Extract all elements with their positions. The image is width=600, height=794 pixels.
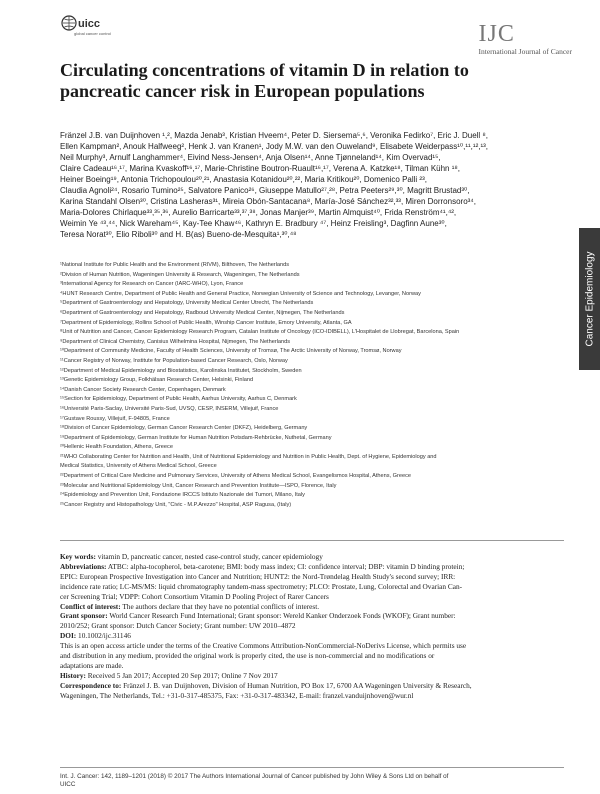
affiliation-item: ⁴HUNT Research Centre, Department of Public Health and General Practice, Norwegian University of Science and Technology, Levanger, Norway	[60, 290, 421, 297]
metadata-label: Grant sponsor:	[60, 611, 108, 621]
logo-brand: uicc	[78, 18, 101, 30]
metadata-text: Fränzel J. B. van Duijnhoven, Division of Human Nutrition, PO Box 17, 6700 AA Wageningen University & Research,	[121, 680, 472, 690]
metadata-line	[60, 611, 565, 621]
metadata-label: Abbreviations:	[60, 561, 107, 571]
metadata-line	[60, 621, 565, 631]
author-line: Maria-Dolores Chirlaque³³,³⁵,³⁶, Aurelio Barricarte³³,³⁷,³⁸, Jonas Manjer³⁹, Martin Almquist⁴⁰, Frida Renström⁴¹,⁴²,	[60, 208, 457, 217]
affiliation-item: ⁹Department of Clinical Chemistry, Canisius Wilhelmina Hospital, Nijmegen, The Netherlands	[60, 338, 291, 345]
author-line: Heiner Boeing¹⁹, Antonia Trichopoulou²⁰,²¹, Anastasia Kotanidou²⁰,²², Maria Kritikou²⁰, Domenico Palli ²³,	[60, 175, 427, 184]
affiliation-item: ⁸Unit of Nutrition and Cancer, Cancer Epidemiology Research Program, Catalan Institute of Oncology (ICO-IDIBELL), L'Hospitalet de Llobregat, Barcelona, Spain	[60, 329, 460, 336]
uicc-logo	[60, 13, 112, 39]
metadata-line	[60, 562, 565, 572]
metadata-text: 10.1002/ijc.31146	[76, 631, 131, 641]
affiliation-item: ²Division of Human Nutrition, Wageningen University & Research, Wageningen, The Netherlands	[60, 271, 300, 278]
affiliation-list	[60, 261, 565, 510]
affiliation-item: ²⁰Hellenic Health Foundation, Athens, Greece	[60, 444, 173, 451]
article-metadata	[60, 552, 565, 701]
metadata-text: Received 5 Jan 2017; Accepted 20 Sep 2017; Online 7 Nov 2017	[85, 670, 278, 680]
author-line: Claudia Agnoli²⁴, Rosario Tumino²⁵, Salvatore Panico²⁶, Giuseppe Matullo²⁷,²⁸, Petra Peeters²⁹,³⁰, Magritt Brustad³⁰,	[60, 186, 470, 195]
author-line: Fränzel J.B. van Duijnhoven ¹,², Mazda Jenab³, Kristian Hveem⁴, Peter D. Siersema⁵,⁶, Veronika Fedirko⁷, Eric J. Duell ⁸,	[60, 131, 489, 140]
metadata-text: cer Screening Trial; VDPP: Cohort Consortium Vitamin D Pooling Project of Rarer Cancers	[60, 591, 329, 601]
author-line: Ellen Kampman², Anouk Halfweeg², Henk J. van Kranen¹, Jody M.W. van den Ouweland⁹, Elisabete Weiderpass¹⁰,¹¹,¹²,¹³,	[60, 142, 488, 151]
affiliation-item: ²⁵Cancer Registry and Histopathology Unit, "Civic - M.P.Arezzo" Hospital, ASP Ragusa, (Italy)	[60, 501, 292, 508]
metadata-label: DOI:	[60, 631, 77, 641]
affiliation-item: ⁶Department of Gastroenterology and Hepatology, Radboud University Medical Center, Nijmegen, The Netherlands	[60, 309, 345, 316]
affiliation-item: ²¹WHO Collaborating Center for Nutrition and Health, Unit of Nutritional Epidemiology and Nutrition in Public Health, Dept. of Hygiene, Epidemiology and	[60, 453, 437, 460]
section-tab-label: Cancer Epidemiology	[584, 251, 595, 347]
metadata-label: Correspondence to:	[60, 680, 122, 690]
author-line: Weimin Ye ⁴³,⁴⁴, Nick Wareham⁴⁵, Kay-Tee Khaw⁴⁶, Kathryn E. Bradbury ⁴⁷, Heinz Freisling³, Dagfinn Aune³⁰,	[60, 219, 447, 228]
affiliation-item: ¹⁸Division of Cancer Epidemiology, German Cancer Research Center (DKFZ), Heidelberg, Germany	[60, 425, 308, 432]
page-footer	[60, 773, 565, 789]
citation-line-2: UICC	[60, 781, 76, 788]
affiliation-item: ¹¹Cancer Registry of Norway, Institute for Population-based Cancer Research, Oslo, Norway	[60, 357, 288, 364]
metadata-line	[60, 651, 565, 661]
metadata-text: The authors declare that they have no potential conflicts of interest.	[120, 601, 320, 611]
journal-abbr: IJC	[478, 21, 515, 47]
affiliation-item: ¹³Genetic Epidemiology Group, Folkhälsan Research Center, Helsinki, Finland	[60, 377, 254, 384]
footer-divider	[60, 767, 564, 768]
affiliation-item: ⁷Department of Epidemiology, Rollins School of Public Health, Winship Cancer Institute, Emory University, Atlanta, GA	[60, 319, 352, 326]
affiliation-item: ¹⁹Department of Epidemiology, German Institute for Human Nutrition Potsdam-Rehbrücke, Nuthetal, Germany	[60, 434, 332, 441]
affiliation-item: ²⁴Epidemiology and Prevention Unit, Fondazione IRCCS Istituto Nazionale dei Tumori, Milano, Italy	[60, 492, 305, 499]
affiliation-item: ¹⁶Université Paris-Saclay, Université Paris-Sud, UVSQ, CESP, INSERM, Villejuif, France	[60, 405, 279, 412]
metadata-text: World Cancer Research Fund International; Grant sponsor: Wereld Kanker Onderzoek Fonds (WKOF); Grant number:	[107, 611, 456, 621]
metadata-label: History:	[60, 670, 86, 680]
metadata-text: and distribution in any medium, provided the original work is properly cited, the use is non-commercial and no modifications or	[60, 651, 435, 661]
affiliation-item: ²³Molecular and Nutritional Epidemiology Unit, Cancer Research and Prevention Institute—ISPO, Florence, Italy	[60, 482, 337, 489]
divider	[60, 540, 564, 541]
metadata-line	[60, 671, 565, 681]
uicc-logo-mark	[60, 13, 112, 39]
affiliation-item: ⁵Department of Gastroenterology and Hepatology, University Medical Center Utrecht, The Netherlands	[60, 300, 314, 307]
metadata-text: EPIC: European Prospective Investigation into Cancer and Nutrition; HUNT2: the Nord-Trøndelag Health Study's second survey; IRR:	[60, 571, 456, 581]
metadata-text: Wageningen, The Netherlands, Tel.: +31-0-317-485375, Fax: +31-0-317-483342, E-mail: franzel.vanduijnhoven@wur.nl	[60, 690, 414, 700]
metadata-text: ATBC: alpha-tocopherol, beta-carotene; BMI: body mass index; CI: confidence interval; DBP: vitamin D binding protein;	[106, 561, 465, 571]
metadata-line	[60, 592, 565, 602]
metadata-line	[60, 661, 565, 671]
affiliation-item: ¹National Institute for Public Health and the Environment (RIVM), Bilthoven, The Netherlands	[60, 262, 290, 268]
metadata-line	[60, 572, 565, 582]
author-line: Neil Murphy³, Arnulf Langhammer⁴, Eivind Ness-Jensen⁴, Anja Olsen¹⁴, Anne Tjønneland¹⁴, Kim Overvad¹⁵,	[60, 153, 441, 162]
affiliation-item: ³International Agency for Research on Cancer (IARC-WHO), Lyon, France	[60, 281, 244, 288]
metadata-text: 2010/252; Grant sponsor: Dutch Cancer Society; Grant number: UW 2010–4872	[60, 621, 296, 631]
metadata-line	[60, 681, 565, 691]
author-line: Claire Cadeau¹⁶,¹⁷, Marina Kvaskoff¹⁶,¹⁷, Marie-Christine Boutron-Ruault¹⁶,¹⁷, Verena A. Katzke¹⁸, Tilman Kühn ¹⁸,	[60, 164, 460, 173]
author-line: Karina Standahl Olsen³⁰, Cristina Lasheras³¹, Mireia Obón-Santacana⁸, María-José Sánchez³²,³³, Miren Dorronsoro³⁴,	[60, 197, 476, 206]
metadata-text: vitamin D, pancreatic cancer, nested case-control study, cancer epidemiology	[95, 552, 323, 561]
section-tab	[579, 228, 600, 370]
metadata-text: adaptations are made.	[60, 660, 124, 670]
metadata-line	[60, 631, 565, 641]
logo-tagline: global cancer control	[74, 31, 111, 36]
metadata-line	[60, 582, 565, 592]
metadata-line	[60, 552, 565, 562]
affiliation-item: ¹⁴Danish Cancer Society Research Center, Copenhagen, Denmark	[60, 386, 226, 393]
citation-line: Int. J. Cancer: 142, 1189–1201 (2018) © 2017 The Authors International Journal of Cancer published by John Wiley & Sons Ltd on behalf of	[60, 773, 449, 780]
journal-name: International Journal of Cancer	[478, 47, 572, 56]
author-line: Teresa Norat³⁰, Elio Riboli³⁰ and H. B(as) Bueno-de-Mesquita¹,³⁰,⁴⁸	[60, 230, 297, 239]
article-title: Circulating concentrations of vitamin D in relation to pancreatic cancer risk in European populations	[60, 60, 469, 101]
metadata-label: Conflict of interest:	[60, 601, 121, 611]
affiliation-item: ¹⁵Section for Epidemiology, Department of Public Health, Aarhus University, Aarhus C, Denmark	[60, 396, 297, 403]
journal-header	[478, 22, 572, 56]
metadata-line	[60, 641, 565, 651]
affiliation-item: ¹⁷Gustave Roussy, Villejuif, F-94805, France	[60, 415, 170, 422]
affiliation-item: ¹⁰Department of Community Medicine, Faculty of Health Sciences, University of Tromsø, The Arctic University of Norway, Tromsø, Norway	[60, 348, 402, 355]
metadata-line	[60, 602, 565, 612]
metadata-text: incidence rate ratio; LC-MS/MS: liquid chromatography tandem-mass spectrometry; PLCO: Prostate, Lung, Colorectal and Ovarian Can-	[60, 581, 463, 591]
metadata-line	[60, 691, 565, 701]
affiliation-item: ²²Department of Critical Care Medicine and Pulmonary Services, University of Athens Medical School, Evangelismos Hospital, Athens, Greece	[60, 473, 412, 480]
metadata-text: This is an open access article under the terms of the Creative Commons Attribution-NonCommercial-NoDerivs License, which permits use	[60, 641, 467, 651]
author-list	[60, 130, 560, 240]
affiliation-item: ¹²Department of Medical Epidemiology and Biostatistics, Karolinska Institutet, Stockholm, Sweden	[60, 367, 302, 374]
affiliation-item: Medical Statistics, University of Athens Medical School, Greece	[60, 463, 217, 470]
metadata-label: Key words:	[60, 552, 96, 561]
